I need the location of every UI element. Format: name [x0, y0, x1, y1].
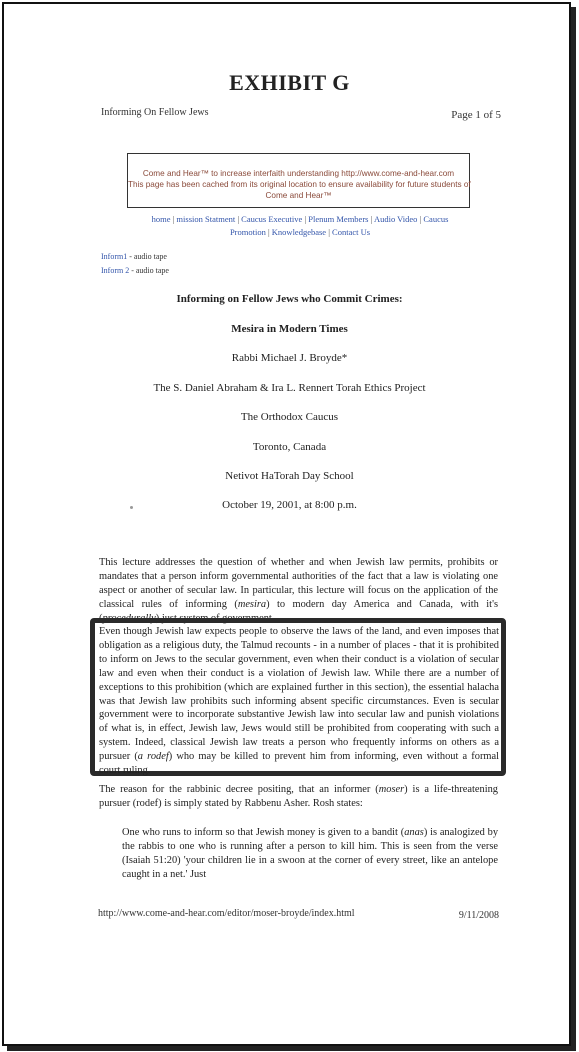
author-name: Rabbi Michael J. Broyde* — [231, 352, 348, 364]
page-header-title: Informing On Fellow Jews — [101, 107, 209, 118]
text-run: One who runs to inform so that Jewish money is given to a bandit ( — [122, 827, 405, 838]
nav-home-link[interactable]: home — [151, 214, 171, 224]
audio-desc: - audio tape — [129, 266, 169, 275]
page-number: Page 1 of 5 — [451, 109, 501, 121]
nav-separator: | — [267, 227, 270, 237]
nav-separator: | — [328, 227, 330, 237]
text-run: ) is a life-threatening pursuer (rodef) is simply stated by Rabbenu Asher. Rosh states: — [99, 784, 498, 809]
text-run: Even though Jewish law expects people to observe the laws of the land, and even imposes that obligation as a religious duty, the Talmud recounts - in a number of places - that it is prohibited to inform on Jews to the secular government, even when their conduct is a violation of secular law and even when their conduct is a violation of Jewish law. While there are a number of exceptions to this prohibition (which are explained further in this section), the essential halacha was that Jewish law prohibits such informing absent specific circumstances. Even is secular government were to incorporate substantive Jewish law into secular law and punish violations of what is, in effect, Jewish law, Jews would still be prohibited from cooperating with such a system. Indeed, classical Jewish law treats a person who frequently informs on others as a pursuer ( — [99, 626, 499, 763]
audio-link-inform2[interactable]: Inform 2 — [101, 266, 130, 275]
text-run: The reason for the rabbinic decree positing, that an informer ( — [99, 784, 379, 795]
lecture-date: October 19, 2001, at 8:00 p.m. — [222, 499, 357, 511]
cache-notice-box — [127, 153, 470, 208]
audio-link-inform1[interactable]: Inform1 — [101, 252, 128, 261]
text-run: ) to modern day America and Canada, with it's ( — [99, 598, 498, 624]
text-run: ) is analogized by the rabbis to one who is running after a person to kill him. This is seen from the verse (Isaiah 51:20) 'your children lie in a swoon at the corner of every street, like an antelope caught in a net.' Just — [122, 827, 499, 880]
organization-name: The Orthodox Caucus — [240, 411, 339, 423]
text-run: ) just system of government. — [155, 612, 275, 624]
audio-desc: - audio tape — [127, 252, 167, 261]
school-name: Netivot HaTorah Day School — [225, 470, 354, 482]
italic-term: a rodef — [137, 751, 169, 763]
nav-promotion-link[interactable]: Promotion — [229, 227, 266, 237]
text-run: This lecture addresses the question of whether and when Jewish law permits, prohibits or mandates that a person inform governmental authorities of the fact that a law is violating one aspect or another of secular law. In particular, this lecture will focus on the application of the classical rules of informing ( — [99, 557, 498, 610]
nav-caucus-link[interactable]: Caucus — [423, 214, 449, 224]
city-name: Toronto, Canada — [252, 441, 327, 453]
nav-knowledgebase-link[interactable]: Knowledgebase — [271, 227, 327, 237]
nav-mission-link[interactable]: mission Statment — [176, 214, 236, 224]
audio-item — [101, 266, 169, 275]
italic-term: moser — [378, 784, 405, 795]
intro-paragraph — [99, 556, 498, 626]
nav-separator: | — [172, 214, 175, 224]
highlighted-paragraph — [99, 625, 499, 778]
nav-contact-link[interactable]: Contact Us — [332, 227, 371, 237]
nav-separator: | — [304, 214, 307, 224]
nav-separator: | — [237, 214, 240, 224]
lecture-title: Informing on Fellow Jews who Commit Crimes: — [176, 293, 403, 305]
exhibit-title: EXHIBIT G — [229, 70, 350, 95]
project-name: The S. Daniel Abraham & Ira L. Rennert Torah Ethics Project — [153, 382, 426, 394]
footer-url: http://www.come-and-hear.com/editor/moser-broyde/index.html — [98, 908, 355, 919]
notice-line-1: Come and Hear™ to increase interfaith understanding http://www.come-and-hear.com — [142, 169, 455, 178]
quote-paragraph — [122, 826, 498, 882]
footer-date: 9/11/2008 — [458, 910, 499, 921]
site-nav — [140, 213, 460, 239]
notice-line-3: Come and Hear™ — [265, 191, 332, 200]
notice-line-2: This page has been cached from its original location to ensure availability for future students of — [128, 180, 471, 189]
nav-separator: | — [370, 214, 373, 224]
nav-plenum-link[interactable]: Plenum Members — [308, 214, 369, 224]
italic-term: mesira — [237, 598, 267, 610]
italic-term: anas — [404, 827, 424, 838]
scan-speck — [130, 506, 133, 509]
reason-paragraph — [99, 783, 498, 811]
text-run: ) who may be killed to prevent him from informing, even without a formal court ruling. — [99, 751, 499, 777]
audio-item — [101, 252, 167, 261]
nav-caucus-executive-link[interactable]: Caucus Executive — [241, 214, 303, 224]
nav-audio-video-link[interactable]: Audio Video — [373, 214, 418, 224]
nav-separator: | — [419, 214, 422, 224]
lecture-subtitle: Mesira in Modern Times — [231, 323, 348, 335]
italic-term: procedurally — [102, 612, 156, 624]
